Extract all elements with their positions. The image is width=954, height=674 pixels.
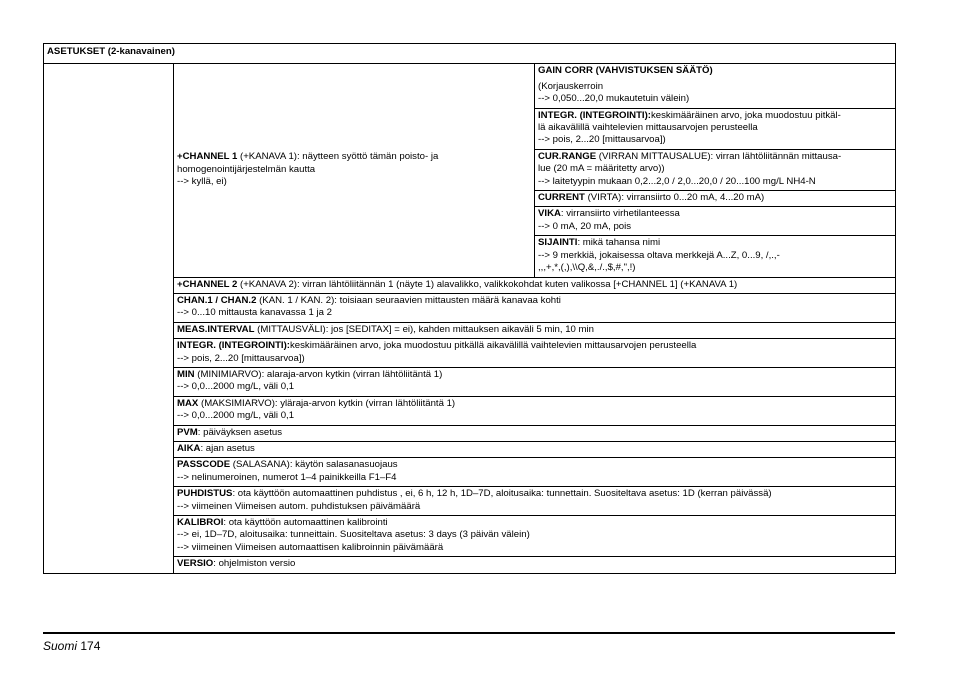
kalibroi-label: KALIBROI [177, 517, 224, 528]
sijainti-label: SIJAINTI [538, 237, 578, 249]
kalibroi-line2: --> ei, 1D–7D, aloitusaika: tunneittain. Suositeltava asetus: 3 days (3 päivän välein) [177, 529, 530, 541]
channel1-line3: --> kyllä, ei) [177, 176, 227, 188]
vika-line2: --> 0 mA, 20 mA, pois [538, 220, 632, 232]
sijainti-text: : mikä tahansa nimi [577, 237, 661, 249]
max-text: (MAKSIMIARVO): yläraja-arvon kytkin (virran lähtöliitäntä 1) [198, 397, 456, 409]
aika-cell [174, 441, 896, 457]
passcode-text: (SALASANA): käytön salasanasuojaus [230, 459, 398, 471]
sub-integr-text: keskimääräinen arvo, joka muodostuu pitkäl- [650, 109, 841, 121]
table-header-title: ASETUKSET (2-kanavainen) [47, 46, 175, 57]
pvm-cell [174, 425, 896, 441]
versio-text: : ohjelmiston versio [213, 558, 296, 570]
channel1-label: +CHANNEL 1 [177, 151, 238, 163]
min-label: MIN [177, 368, 195, 380]
footer-language: Suomi [43, 639, 78, 653]
sijainti-line2: --> 9 merkkiä, jokaisessa oltava merkkejä A...Z, 0...9, /,.,- [538, 249, 780, 261]
settings-table [43, 43, 896, 574]
puhdistus-line2: --> viimeinen Viimeisen autom. puhdistuksen päivämäärä [177, 500, 421, 512]
puhdistus-cell [174, 487, 896, 516]
sub-integr-label: INTEGR. (INTEGROINTI): [538, 109, 651, 121]
empty-left-column [44, 64, 174, 573]
footer-divider [43, 632, 895, 634]
current-text: (VIRTA): virransiirto 0...20 mA, 4...20 mA) [584, 192, 765, 204]
passcode-line2: --> nelinumeroinen, numerot 1–4 painikkeilla F1–F4 [177, 471, 397, 483]
integr-cell [174, 339, 896, 368]
pvm-text: : päiväyksen asetus [197, 426, 283, 438]
gain-corr-line3: --> 0,050...20,0 mukautetuin välein) [538, 93, 690, 105]
sijainti-cell [535, 236, 896, 277]
footer-page-number: 174 [80, 639, 101, 653]
kalibroi-line3: --> viimeinen Viimeisen automaattisen kalibroinnin päivämäärä [177, 541, 444, 553]
max-cell [174, 396, 896, 425]
meas-interval-cell [174, 322, 896, 338]
max-label: MAX [177, 397, 199, 409]
passcode-label: PASSCODE [177, 459, 231, 471]
pvm-label: PVM [177, 426, 198, 438]
table-header-row [44, 44, 896, 64]
integr-label: INTEGR. (INTEGROINTI): [177, 340, 290, 352]
chan-line2: --> 0...10 mittausta kanavassa 1 ja 2 [177, 307, 332, 319]
kalibroi-cell [174, 516, 896, 557]
cur-range-label: CUR.RANGE [538, 150, 597, 162]
cur-range-line3: --> laitetyypin mukaan 0,2...2,0 / 2,0...20,0 / 20...100 mg/L NH4-N [538, 175, 816, 187]
meas-interval-text: (MITTAUSVÄLI): jos [SEDITAX] = ei), kahden mittauksen aikaväli 5 min, 10 min [254, 323, 595, 335]
channel2-text: (+KANAVA 2): virran lähtöliitännän 1 (näyte 1) alavalikko, valikkokohdat kuten valikossa [+CHANNEL 1] (+KANAVA 1) [237, 278, 738, 290]
kalibroi-text: : ota käyttöön automaattinen kalibrointi [223, 517, 388, 528]
vika-text: : virransiirto virhetilanteessa [560, 208, 680, 220]
channel1-cell [174, 64, 535, 277]
sub-integr-line2: lä aikavälillä vaihtelevien mittausarvojen perusteella [538, 122, 758, 134]
gain-corr-label: GAIN CORR (VAHVISTUKSEN SÄÄTÖ) [538, 65, 713, 77]
table-header-cell [44, 44, 896, 64]
channel2-label: +CHANNEL 2 [177, 278, 238, 290]
channel2-cell [174, 277, 896, 293]
channel1-text: (+KANAVA 1): näytteen syöttö tämän poisto- ja [237, 151, 439, 163]
aika-text: : ajan asetus [200, 442, 255, 454]
integr-line2: --> pois, 2...20 [mittausarvoa]) [177, 352, 305, 364]
max-line2: --> 0,0...2000 mg/L, väli 0,1 [177, 410, 295, 422]
gain-corr-line2: (Korjauskerroin [538, 80, 604, 92]
table-row [44, 64, 896, 108]
vika-cell [535, 207, 896, 236]
min-cell [174, 367, 896, 396]
aika-label: AIKA [177, 442, 201, 454]
sijainti-line3: ,,,+,*,(,),\\Q,&,./.,$,#,",!) [538, 262, 636, 274]
sub-integr-cell [535, 108, 896, 149]
passcode-cell [174, 458, 896, 487]
integr-text: keskimääräinen arvo, joka muodostuu pitkällä aikavälillä vaihtelevien mittausarvojen perusteella [289, 340, 697, 352]
cur-range-line2: lue (20 mA = määritetty arvo)) [538, 163, 665, 175]
min-line2: --> 0,0...2000 mg/L, väli 0,1 [177, 381, 295, 393]
page-footer [43, 639, 100, 653]
puhdistus-text: : ota käyttöön automaattinen puhdistus , ei, 6 h, 12 h, 1D–7D, aloitusaika: tunnettain. Suositeltava asetus: 1D (kerran päivässä) [232, 488, 772, 500]
current-label: CURRENT [538, 192, 585, 204]
cur-range-cell [535, 149, 896, 190]
versio-label: VERSIO [177, 558, 214, 570]
channel1-line2: homogenointijärjestelmän kautta [177, 163, 316, 175]
versio-cell [174, 557, 896, 573]
cur-range-text: (VIRRAN MITTAUSALUE): virran lähtöliitännän mittausa- [596, 150, 842, 162]
meas-interval-label: MEAS.INTERVAL [177, 323, 255, 335]
chan-label: CHAN.1 / CHAN.2 [177, 294, 257, 306]
min-text: (MINIMIARVO): alaraja-arvon kytkin (virran lähtöliitäntä 1) [194, 368, 443, 380]
sub-integr-line3: --> pois, 2...20 [mittausarvoa]) [538, 134, 666, 146]
gain-corr-cell [535, 64, 896, 108]
current-cell [535, 191, 896, 207]
vika-label: VIKA [538, 208, 561, 220]
chan-cell [174, 293, 896, 322]
chan-text: (KAN. 1 / KAN. 2): toisiaan seuraavien mittausten määrä kanavaa kohti [256, 294, 561, 306]
puhdistus-label: PUHDISTUS [177, 488, 233, 500]
